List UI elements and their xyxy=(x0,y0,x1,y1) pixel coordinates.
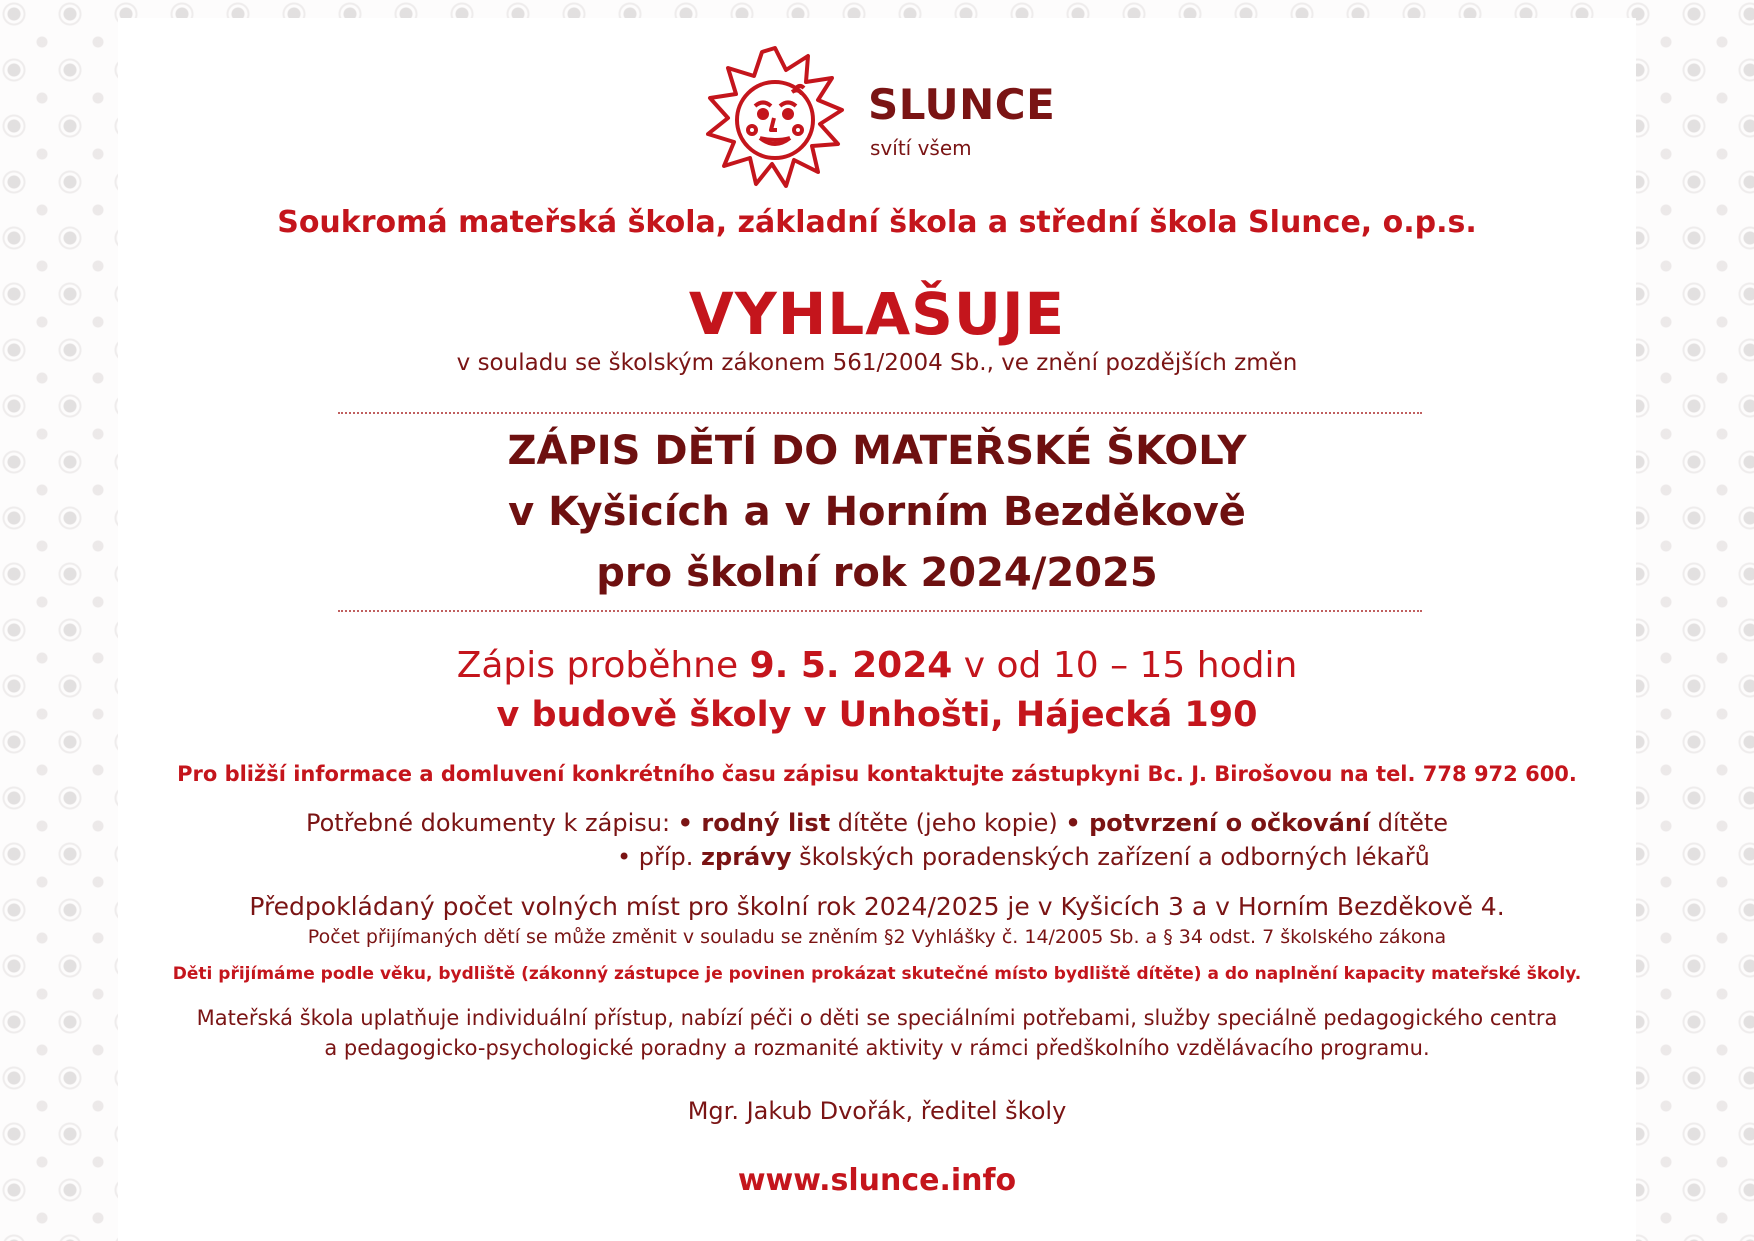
enrollment-location: v budově školy v Unhošti, Hájecká 190 xyxy=(496,695,1258,735)
doc-vaccination: • potvrzení o očkování xyxy=(1065,809,1371,837)
doc-reports: zprávy xyxy=(701,843,792,871)
announce-heading: VYHLAŠUJE xyxy=(688,280,1066,348)
doc-birth-certificate-note: dítěte (jeho kopie) xyxy=(830,809,1066,837)
description-line-2: a pedagogicko-psychologické poradny a rozmanité aktivity v rámci předškolního vzdělávacího programu. xyxy=(324,1036,1430,1060)
website-link[interactable]: www.slunce.info xyxy=(737,1163,1017,1198)
separator-bottom xyxy=(338,610,1422,612)
sun-face-icon xyxy=(700,42,850,192)
date-suffix: v od 10 – 15 hodin xyxy=(952,645,1298,686)
separator-top xyxy=(338,412,1422,414)
description-line-1: Mateřská škola uplatňuje individuální přístup, nabízí péči o děti se speciálními potřebami, služby speciálně pedagogického centra xyxy=(196,1006,1558,1030)
doc-reports-prefix: • příp. xyxy=(617,843,702,871)
school-name: Soukromá mateřská škola, základní škola a střední škola Slunce, o.p.s. xyxy=(277,205,1477,240)
title-line-2: v Kyšicích a v Horním Bezděkově xyxy=(508,489,1246,535)
available-places-note: Počet přijímaných dětí se může změnit v souladu se zněním §2 Vyhlášky č. 14/2005 Sb. a § 34 odst. 7 školského zákona xyxy=(307,926,1447,948)
admission-criteria: Děti přijímáme podle věku, bydliště (zákonný zástupce je povinen prokázat skutečné místo bydliště dítěte) a do naplnění kapacity mateřské školy. xyxy=(172,964,1582,984)
title-line-3: pro školní rok 2024/2025 xyxy=(596,550,1158,596)
brand-tagline: svítí všem xyxy=(870,136,972,160)
date-value: 9. 5. 2024 xyxy=(749,645,953,686)
enrollment-date xyxy=(0,645,1754,686)
documents-intro: Potřebné dokumenty k zápisu: xyxy=(305,809,678,837)
doc-reports-note: školských poradenských zařízení a odborných lékařů xyxy=(791,843,1430,871)
director-signature: Mgr. Jakub Dvořák, ředitel školy xyxy=(687,1097,1067,1125)
doc-vaccination-note: dítěte xyxy=(1370,809,1449,837)
available-places: Předpokládaný počet volných míst pro školní rok 2024/2025 je v Kyšicích 3 a v Horním Bezděkově 4. xyxy=(249,892,1505,921)
doc-birth-certificate: • rodný list xyxy=(677,809,831,837)
date-prefix: Zápis proběhne xyxy=(456,645,750,686)
documents-line-2 xyxy=(617,843,1430,871)
law-reference: v souladu se školským zákonem 561/2004 Sb., ve znění pozdějších změn xyxy=(456,350,1298,376)
contact-info: Pro bližší informace a domluvení konkrétního času zápisu kontaktujte zástupkyni Bc. J. Birošovou na tel. 778 972 600. xyxy=(177,762,1577,786)
brand-name: SLUNCE xyxy=(868,80,1056,129)
documents-line-1 xyxy=(0,809,1754,837)
title-line-1: ZÁPIS DĚTÍ DO MATEŘSKÉ ŠKOLY xyxy=(507,428,1247,474)
